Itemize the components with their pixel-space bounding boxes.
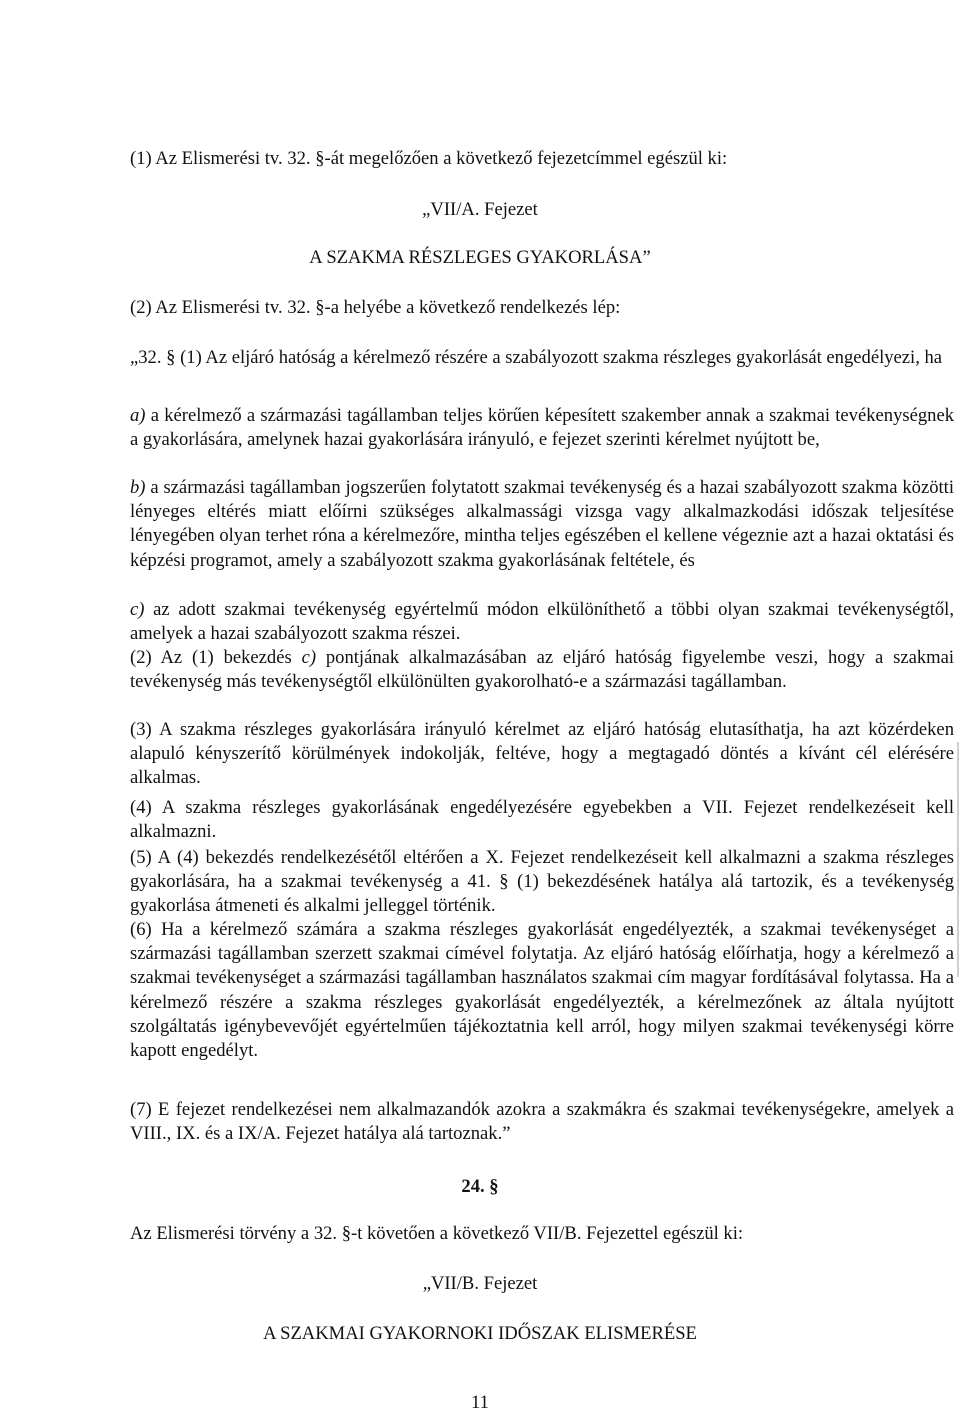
chapter-heading-vii-b: „VII/B. Fejezet — [422, 1273, 538, 1294]
page-number: 11 — [471, 1392, 489, 1413]
section-32-para-6: (6) Ha a kérelmező számára a szakma részleges gyakorlását engedélyezték, a szakmai tevékenységet a származási tagállamban szerzett szakmai címével folytatja. Az eljáró hatóság előírhatja, hogy a kérelmező a szakmai tevékenységet a származási tagállamban használatos szakmai cím magyar fordításával folytassa. Ha a kérelmező részére a szakma részleges gyakorlását engedélyezték, a kérelmezőnek az általa nyújtott szolgáltatás igénybevevőjét egyértelműen tájékoztatnia kell arról, hogy milyen szakmai tevékenységi körre kapott engedélyt. — [130, 919, 954, 1062]
point-b — [130, 476, 954, 573]
amendment-intro-1: (1) Az Elismerési tv. 32. §-át megelőzően a következő fejezetcímmel egészül ki: — [130, 148, 728, 169]
section-24-heading: 24. § — [461, 1176, 499, 1197]
chapter-title-vii-a: A SZAKMA RÉSZLEGES GYAKORLÁSA” — [309, 247, 651, 268]
section-32-para-3: (3) A szakma részleges gyakorlására irányuló kérelmet az eljáró hatóság elutasíthatja, ha azt közérdeken alapuló kényszerítő körülmények indokolják, feltéve, hogy a megtagadó döntés a kívánt cél elérésére alkalmas. — [130, 719, 954, 789]
point-a-text: a kérelmező a származási tagállamban teljes körűen képesített szakember annak a szakmai tevékenységnek a gyakorlására, amelynek hazai gyakorlására irányuló, e fejezet szerinti kérelmet nyújtott be, — [130, 405, 954, 451]
para-2-point-ref: c) — [301, 647, 317, 668]
point-b-label: b) — [130, 477, 146, 498]
amendment-intro-2: (2) Az Elismerési tv. 32. §-a helyébe a következő rendelkezés lép: — [130, 297, 621, 318]
point-a-label: a) — [130, 405, 146, 426]
point-c — [130, 598, 954, 646]
para-2-rest: pontjának alkalmazásában az eljáró hatóság figyelembe veszi, hogy a szakmai tevékenység más tevékenységtől elkülönülten gyakorolható-e a származási tagállamban. — [130, 647, 955, 693]
section-32-para-7: (7) E fejezet rendelkezései nem alkalmazandók azokra a szakmákra és szakmai tevékenységekre, amelyek a VIII., IX. és a IX/A. Fejezet hatálya alá tartoznak.” — [130, 1099, 954, 1145]
section-32-para-5: (5) A (4) bekezdés rendelkezésétől eltérően a X. Fejezet rendelkezéseit kell alkalmazni a szakma részleges gyakorlására, ha a szakmai tevékenység a 41. § (1) bekezdésének hatálya alá tartozik, és a tevékenység gyakorlása átmeneti és alkalmi jelleggel történik. — [130, 847, 954, 917]
point-b-text: a származási tagállamban jogszerűen folytatott szakmai tevékenység és a hazai szabályozott szakma közötti lényeges eltérés miatt előírni szükséges alkalmassági vizsga vagy alkalmazkodási időszak teljesítése lényegében olyan terhet róna a kérelmezőre, mintha teljes egészében el kellene végeznie azt a hazai oktatási és képzési programot, amely a szabályozott szakma gyakorlásának feltétele, és — [130, 477, 954, 571]
para-2-start: (2) Az (1) bekezdés — [130, 647, 302, 668]
chapter-heading-vii-a: „VII/A. Fejezet — [422, 199, 538, 220]
amendment-intro-3: Az Elismerési törvény a 32. §-t követően a következő VII/B. Fejezettel egészül ki: — [130, 1223, 744, 1244]
section-32-para-4: (4) A szakma részleges gyakorlásának engedélyezésére egyebekben a VII. Fejezet rendelkezéseit kell alkalmazni. — [130, 797, 954, 843]
page-edge-line — [957, 742, 959, 977]
section-32-para-2 — [130, 646, 954, 694]
point-c-text: az adott szakmai tevékenység egyértelmű módon elkülöníthető a többi olyan szakmai tevékenységtől, amelyek a hazai szabályozott szakma részei. — [130, 599, 954, 645]
point-a — [130, 404, 954, 452]
point-c-label: c) — [130, 599, 145, 620]
chapter-title-vii-b: A SZAKMAI GYAKORNOKI IDŐSZAK ELISMERÉSE — [263, 1323, 697, 1344]
section-32-para-1: „32. § (1) Az eljáró hatóság a kérelmező részére a szabályozott szakma részleges gyakorlását engedélyezi, ha — [130, 347, 943, 368]
